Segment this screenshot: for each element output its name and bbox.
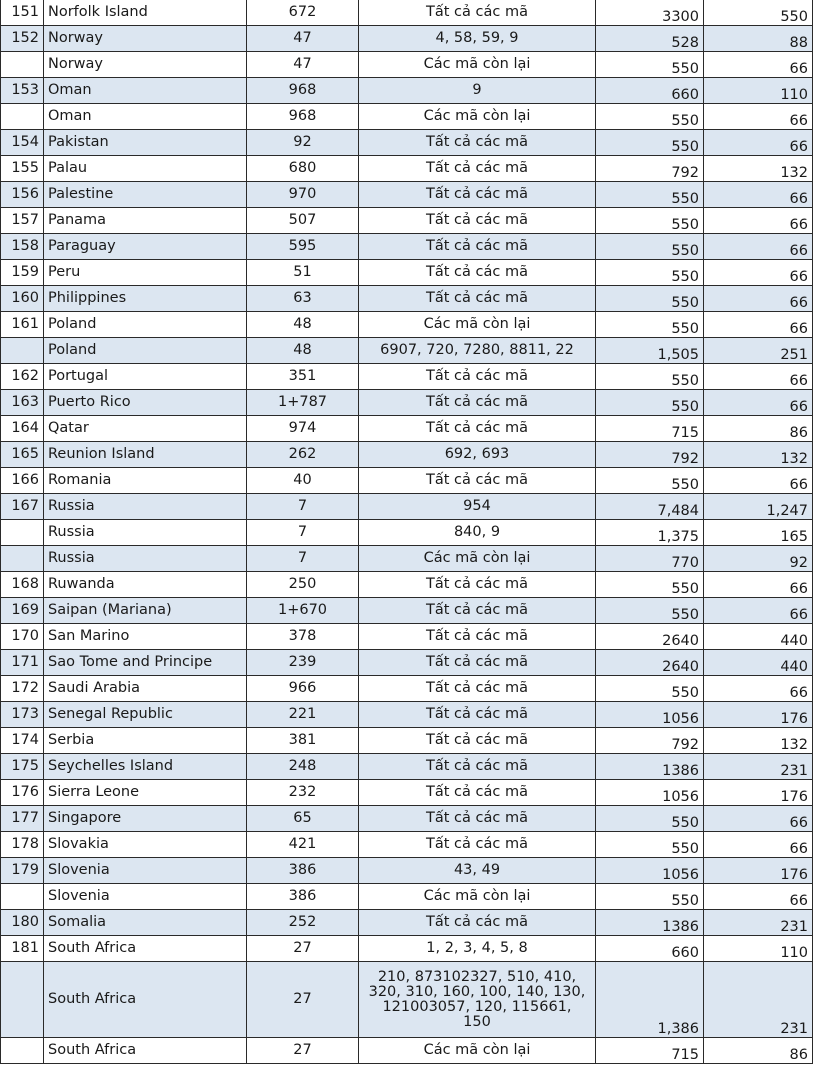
row-number [1,1038,44,1064]
country-name: Puerto Rico [44,390,247,416]
area-codes: 4, 58, 59, 9 [359,26,596,52]
table-row [1,104,813,130]
row-number: 160 [1,286,44,312]
table-row [1,624,813,650]
rate-primary: 550 [596,234,704,260]
country-name: Palestine [44,182,247,208]
area-codes: Tất cả các mã [359,364,596,390]
table-row [1,52,813,78]
country-code: 27 [247,962,359,1038]
country-code: 968 [247,104,359,130]
table-row [1,806,813,832]
rate-primary: 550 [596,572,704,598]
country-code: 386 [247,884,359,910]
row-number: 161 [1,312,44,338]
country-code: 7 [247,520,359,546]
country-code: 421 [247,832,359,858]
rate-primary: 3300 [596,0,704,26]
area-codes: Các mã còn lại [359,312,596,338]
area-codes: Tất cả các mã [359,728,596,754]
rate-primary: 550 [596,130,704,156]
rate-primary: 550 [596,104,704,130]
row-number [1,338,44,364]
table-row [1,1038,813,1064]
row-number: 155 [1,156,44,182]
area-codes: Các mã còn lại [359,884,596,910]
rate-primary: 715 [596,1038,704,1064]
rate-primary: 1,386 [596,962,704,1038]
rate-secondary: 86 [704,1038,813,1064]
rate-secondary: 88 [704,26,813,52]
area-codes: Tất cả các mã [359,182,596,208]
country-code: 1+787 [247,390,359,416]
table-row [1,26,813,52]
row-number: 171 [1,650,44,676]
row-number: 154 [1,130,44,156]
table-row [1,728,813,754]
country-name: Pakistan [44,130,247,156]
rate-primary: 550 [596,468,704,494]
country-code: 680 [247,156,359,182]
rate-secondary: 66 [704,130,813,156]
rate-primary: 550 [596,676,704,702]
country-code: 221 [247,702,359,728]
country-code: 252 [247,910,359,936]
rate-primary: 792 [596,156,704,182]
country-name: Norway [44,26,247,52]
area-codes: Tất cả các mã [359,780,596,806]
country-name: San Marino [44,624,247,650]
rate-secondary: 110 [704,78,813,104]
table-row [1,364,813,390]
country-name: Singapore [44,806,247,832]
area-codes: 6907, 720, 7280, 8811, 22 [359,338,596,364]
rate-primary: 528 [596,26,704,52]
rate-secondary: 176 [704,858,813,884]
area-codes: 43, 49 [359,858,596,884]
row-number: 152 [1,26,44,52]
rate-secondary: 176 [704,702,813,728]
rate-primary: 1386 [596,754,704,780]
rate-secondary: 132 [704,728,813,754]
rate-primary: 792 [596,442,704,468]
table-row [1,468,813,494]
area-codes: 1, 2, 3, 4, 5, 8 [359,936,596,962]
country-name: Saipan (Mariana) [44,598,247,624]
area-codes: Tất cả các mã [359,676,596,702]
row-number: 162 [1,364,44,390]
row-number: 157 [1,208,44,234]
row-number: 166 [1,468,44,494]
rate-secondary: 231 [704,962,813,1038]
country-code: 1+670 [247,598,359,624]
country-name: Slovakia [44,832,247,858]
area-codes: Các mã còn lại [359,1038,596,1064]
rate-primary: 7,484 [596,494,704,520]
country-code: 63 [247,286,359,312]
rate-primary: 550 [596,364,704,390]
table-row [1,832,813,858]
country-name: Oman [44,78,247,104]
row-number: 153 [1,78,44,104]
row-number: 177 [1,806,44,832]
rate-primary: 2640 [596,650,704,676]
rate-secondary: 440 [704,650,813,676]
area-codes: Tất cả các mã [359,286,596,312]
area-codes: Các mã còn lại [359,52,596,78]
area-codes: Tất cả các mã [359,598,596,624]
country-name: Portugal [44,364,247,390]
rate-secondary: 66 [704,52,813,78]
table-row [1,572,813,598]
table-row [1,650,813,676]
area-codes: Tất cả các mã [359,832,596,858]
table-row [1,234,813,260]
area-codes: Tất cả các mã [359,130,596,156]
rate-primary: 770 [596,546,704,572]
rate-primary: 550 [596,260,704,286]
rate-primary: 1386 [596,910,704,936]
country-code: 51 [247,260,359,286]
country-name: Russia [44,546,247,572]
country-name: South Africa [44,962,247,1038]
country-code: 507 [247,208,359,234]
area-codes: Tất cả các mã [359,910,596,936]
country-code: 595 [247,234,359,260]
table-row [1,780,813,806]
country-name: Russia [44,520,247,546]
country-code: 47 [247,26,359,52]
area-codes: Tất cả các mã [359,260,596,286]
table-row [1,598,813,624]
row-number: 178 [1,832,44,858]
rate-primary: 550 [596,884,704,910]
country-name: Slovenia [44,858,247,884]
area-codes: Tất cả các mã [359,572,596,598]
area-codes: 9 [359,78,596,104]
rate-secondary: 176 [704,780,813,806]
area-codes: Tất cả các mã [359,650,596,676]
table-row [1,156,813,182]
row-number: 163 [1,390,44,416]
row-number: 165 [1,442,44,468]
country-code: 27 [247,936,359,962]
rate-secondary: 66 [704,182,813,208]
rate-primary: 550 [596,390,704,416]
table-row [1,962,813,1038]
row-number: 159 [1,260,44,286]
country-name: Norfolk Island [44,0,247,26]
rate-secondary: 550 [704,0,813,26]
area-codes: Tất cả các mã [359,0,596,26]
table-row [1,0,813,26]
row-number [1,52,44,78]
table-row [1,546,813,572]
rate-primary: 550 [596,208,704,234]
country-name: Russia [44,494,247,520]
area-codes: 954 [359,494,596,520]
rate-secondary: 66 [704,598,813,624]
rate-secondary: 165 [704,520,813,546]
row-number: 158 [1,234,44,260]
rate-secondary: 66 [704,208,813,234]
country-code: 7 [247,494,359,520]
rate-primary: 550 [596,598,704,624]
row-number: 176 [1,780,44,806]
country-code: 47 [247,52,359,78]
country-code: 65 [247,806,359,832]
country-name: Poland [44,338,247,364]
rate-primary: 1,375 [596,520,704,546]
rate-secondary: 231 [704,754,813,780]
rate-primary: 1056 [596,858,704,884]
rate-secondary: 231 [704,910,813,936]
rate-secondary: 132 [704,442,813,468]
table-row [1,702,813,728]
rate-primary: 550 [596,286,704,312]
row-number: 168 [1,572,44,598]
rate-secondary: 66 [704,468,813,494]
country-code: 672 [247,0,359,26]
rate-secondary: 440 [704,624,813,650]
table-row [1,390,813,416]
area-codes: Tất cả các mã [359,468,596,494]
table-row [1,416,813,442]
row-number: 164 [1,416,44,442]
rate-primary: 550 [596,832,704,858]
row-number: 175 [1,754,44,780]
country-code: 248 [247,754,359,780]
country-name: Serbia [44,728,247,754]
table-row [1,130,813,156]
rate-secondary: 66 [704,286,813,312]
rate-secondary: 251 [704,338,813,364]
rate-primary: 1,505 [596,338,704,364]
table-row [1,494,813,520]
rate-secondary: 66 [704,390,813,416]
rate-primary: 715 [596,416,704,442]
country-code: 239 [247,650,359,676]
rate-secondary: 66 [704,884,813,910]
area-codes: 840, 9 [359,520,596,546]
rate-secondary: 1,247 [704,494,813,520]
row-number: 173 [1,702,44,728]
table-row [1,520,813,546]
country-code: 262 [247,442,359,468]
country-code: 351 [247,364,359,390]
area-codes: Tất cả các mã [359,390,596,416]
row-number: 172 [1,676,44,702]
table-row [1,312,813,338]
area-codes: Tất cả các mã [359,416,596,442]
area-codes: Tất cả các mã [359,234,596,260]
area-codes: 692, 693 [359,442,596,468]
country-name: Sierra Leone [44,780,247,806]
country-code: 27 [247,1038,359,1064]
rate-primary: 550 [596,312,704,338]
table-row [1,442,813,468]
country-name: Reunion Island [44,442,247,468]
country-name: Saudi Arabia [44,676,247,702]
country-name: Palau [44,156,247,182]
rate-secondary: 66 [704,234,813,260]
table-row [1,338,813,364]
rate-primary: 792 [596,728,704,754]
country-name: Oman [44,104,247,130]
area-codes: Tất cả các mã [359,156,596,182]
rates-table-body [1,0,813,1064]
rate-primary: 2640 [596,624,704,650]
table-row [1,182,813,208]
rate-primary: 660 [596,78,704,104]
row-number [1,962,44,1038]
row-number: 170 [1,624,44,650]
country-code: 974 [247,416,359,442]
rate-primary: 1056 [596,780,704,806]
row-number: 169 [1,598,44,624]
table-row [1,884,813,910]
table-row [1,78,813,104]
table-row [1,286,813,312]
table-row [1,754,813,780]
country-name: Panama [44,208,247,234]
rate-secondary: 66 [704,260,813,286]
country-name: Sao Tome and Principe [44,650,247,676]
country-name: Paraguay [44,234,247,260]
rate-primary: 660 [596,936,704,962]
area-codes: Tất cả các mã [359,702,596,728]
table-row [1,858,813,884]
rate-secondary: 66 [704,364,813,390]
area-codes: Các mã còn lại [359,546,596,572]
table-row [1,936,813,962]
area-codes: Tất cả các mã [359,806,596,832]
country-name: Ruwanda [44,572,247,598]
country-code: 40 [247,468,359,494]
row-number: 179 [1,858,44,884]
country-code: 966 [247,676,359,702]
rate-secondary: 132 [704,156,813,182]
rate-secondary: 110 [704,936,813,962]
rate-primary: 550 [596,182,704,208]
rate-secondary: 92 [704,546,813,572]
row-number: 174 [1,728,44,754]
country-name: Philippines [44,286,247,312]
country-name: Somalia [44,910,247,936]
area-codes: 210, 873102327, 510, 410, 320, 310, 160, 100, 140, 130, 121003057, 120, 115661, 150 [359,962,596,1038]
country-code: 378 [247,624,359,650]
country-code: 968 [247,78,359,104]
area-codes: Các mã còn lại [359,104,596,130]
rate-secondary: 66 [704,676,813,702]
country-name: Romania [44,468,247,494]
country-code: 48 [247,338,359,364]
country-code: 7 [247,546,359,572]
country-code: 232 [247,780,359,806]
rate-secondary: 66 [704,104,813,130]
country-name: Poland [44,312,247,338]
table-row [1,676,813,702]
rate-primary: 1056 [596,702,704,728]
row-number: 181 [1,936,44,962]
country-code: 92 [247,130,359,156]
row-number [1,520,44,546]
country-code: 386 [247,858,359,884]
country-name: Seychelles Island [44,754,247,780]
row-number: 151 [1,0,44,26]
area-codes: Tất cả các mã [359,754,596,780]
country-code: 250 [247,572,359,598]
country-name: Peru [44,260,247,286]
row-number [1,104,44,130]
rate-primary: 550 [596,52,704,78]
country-name: South Africa [44,936,247,962]
country-name: Slovenia [44,884,247,910]
row-number: 156 [1,182,44,208]
rate-secondary: 66 [704,312,813,338]
rate-secondary: 66 [704,832,813,858]
country-code: 48 [247,312,359,338]
country-name: Senegal Republic [44,702,247,728]
country-name: South Africa [44,1038,247,1064]
country-name: Norway [44,52,247,78]
area-codes: Tất cả các mã [359,208,596,234]
row-number [1,546,44,572]
row-number: 167 [1,494,44,520]
rate-secondary: 86 [704,416,813,442]
country-code: 381 [247,728,359,754]
country-code: 970 [247,182,359,208]
rate-secondary: 66 [704,806,813,832]
table-row [1,260,813,286]
rate-primary: 550 [596,806,704,832]
country-name: Qatar [44,416,247,442]
table-row [1,208,813,234]
area-codes: Tất cả các mã [359,624,596,650]
rate-secondary: 66 [704,572,813,598]
row-number: 180 [1,910,44,936]
table-row [1,910,813,936]
row-number [1,884,44,910]
